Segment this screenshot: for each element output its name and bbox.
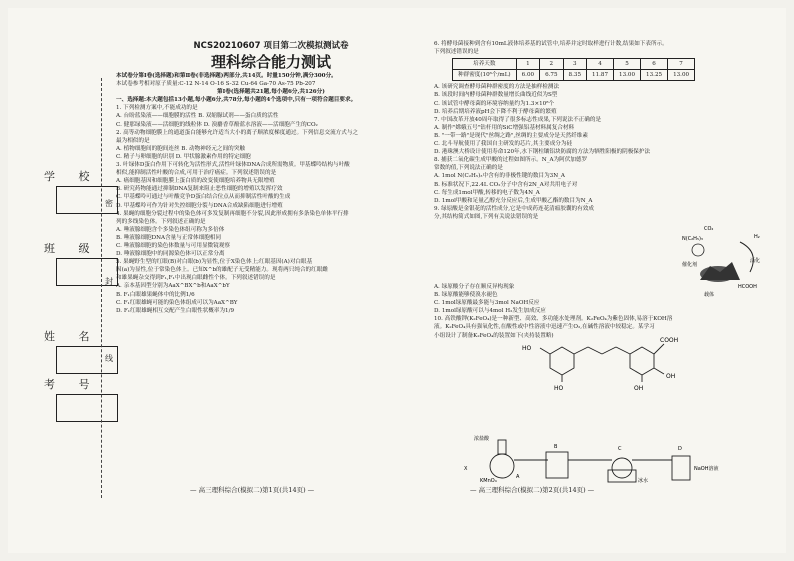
table-cell: 7	[668, 59, 695, 70]
text-line: C. F₁红眼雄蝇可能的染色体组成可以为AaX^BY	[116, 299, 238, 306]
seal-mark-feng: 封	[105, 277, 113, 286]
dropping-funnel	[498, 440, 506, 454]
text-line: 列的多线染色体。下列叙述正确的是	[116, 218, 206, 225]
text-line: 2. 高等动物细胞膜上的通道蛋白能够允许适当大小的离子顺浓度梯度通过。下列信息交流方式与之	[116, 129, 359, 136]
app-label: A	[516, 474, 520, 480]
table-row	[453, 70, 695, 81]
name-label: 姓 名	[44, 330, 100, 343]
text-line: B. 研究药物能通过抑制DNA复制来阻止恶性细胞的增殖以发挥疗效	[116, 186, 283, 193]
k2feo4-apparatus	[462, 430, 742, 484]
text-line: 1. 下列检测方案中,不能成功的是	[116, 105, 198, 112]
text-line: B. 唾液腺细胞DNA含量与正常体细胞相同	[116, 234, 221, 241]
table-cell: 13.00	[614, 70, 641, 81]
text-line: 相似,能抑制活性叶酸的合成,可用于治疗癌症。下列叙述错误的是	[116, 170, 277, 177]
text-line: 本试卷分第Ⅰ卷(选择题)和第Ⅱ卷(非选择题)两部分,共14页。时量150分钟,满分300分。	[116, 73, 337, 79]
text-line: A. 唾液腺细胞含个多染色体组可称为多倍体	[116, 226, 225, 233]
seal-line	[101, 78, 102, 498]
text-line: 5. 果蝇野生型的红眼(B)对白眼(b)为显性,位于X染色体上;红眼基因(A)对白眼基	[116, 259, 313, 266]
co2-capture-figure	[680, 222, 770, 300]
text-line: B. 标准状况下,22.4L CO₂分子中含有2N_A对共用电子对	[434, 181, 578, 188]
table-cell: 8.35	[563, 70, 586, 81]
fig-label: 载体	[704, 292, 715, 298]
flask-c	[612, 458, 632, 478]
fig-label: H₂	[754, 234, 760, 240]
table-cell: 1	[516, 59, 539, 70]
text-line: C. 健那绿染液——活细胞的线粒体 D. 溴麝香草酚蓝水溶液——活细胞产生的CO₂	[116, 121, 318, 128]
q6-stem	[434, 40, 770, 56]
exam-number-box[interactable]	[56, 394, 118, 422]
text-line: 和雄果蝇杂交得到F₁,F₁中出现白眼雌性个体。下列叙述错误的是	[116, 275, 276, 282]
struct-label: OH	[666, 373, 676, 380]
table-row-label: 种群密度(10⁶个/mL)	[453, 70, 517, 81]
text-line: D. 1mol甲酸和足量乙醇充分反应后,生成甲酸乙酯的数目为N_A	[434, 197, 593, 204]
page-1-footer: — 高三理科综合(模拟二)第1页(共14页) —	[190, 486, 315, 494]
text-line: A. 台盼蓝染液——细胞膜的活性 B. 双缩脲试剂——蛋白质的活性	[116, 113, 279, 120]
table-cell: 3	[563, 59, 586, 70]
text-line: D. F₁红眼雄蝇相互交配产生白眼性状概率为1/9	[116, 307, 235, 314]
ice-bath	[608, 470, 636, 482]
text-line: 最为相似的是	[116, 137, 150, 144]
app-label: B	[554, 444, 558, 450]
benzene-ring	[550, 347, 574, 375]
text-line: B. 该段时间内酵母菌种群数量增长曲线近似为S型	[434, 92, 558, 99]
table-cell: 6.75	[540, 70, 563, 81]
text-line: C. 北斗导航使用了我国自主研发的芯片,其主要成分为硅	[434, 141, 573, 148]
struct-label: HO	[554, 385, 564, 392]
table-row	[453, 59, 695, 70]
chlorogenic-acid-structure	[510, 332, 710, 394]
app-label: D	[678, 446, 682, 452]
fig-label: 催化剂	[682, 262, 698, 268]
binding-strip	[8, 8, 113, 553]
text-line: 下列叙述错误的是	[434, 49, 479, 56]
app-label: NaOH溶液	[694, 466, 719, 472]
text-line: D. 港珠澳大桥设计使用寿命120年,水下钢柱镶铝块防腐的方法为牺牲阳极的阴极保护法	[434, 149, 651, 156]
seal-mark-mi: 密	[105, 199, 113, 208]
flask-a	[490, 454, 514, 478]
molecule-ring	[692, 244, 704, 256]
page-2-footer: — 高三理科综合(模拟二)第2页(共14页) —	[470, 486, 595, 494]
exam-number-label: 考 号	[44, 378, 100, 391]
text-line: 7. 中国改革开放40周年取得了很多标志性成果,下列说法不正确的是	[434, 116, 602, 123]
text-line: A. 制作"嫦娥五号"钻杆用的SiC增强铝基材料属复合材料	[434, 124, 575, 131]
exam-title: 理科综合能力测试	[210, 53, 331, 71]
table-cell: 4	[587, 59, 614, 70]
text-line: A. 亲本基因型分别为AaX^BX^b和AaX^bY	[116, 283, 230, 290]
text-line: A. 癌细胞基因和细胞膜上蛋白质的改变使细胞培养物具无限增殖	[116, 178, 275, 185]
text-line: D. 唾液腺细胞中的同源染色体可以正常分离	[116, 251, 225, 258]
text-line: 8. 捕获二氧化碳生成甲酸的过程如图所示。N_A为阿伏加德罗	[434, 157, 588, 164]
table-cell: 13.25	[641, 70, 668, 81]
text-line: D. 培养后期培养液pH会下降不利于酵母菌的繁殖	[434, 108, 557, 115]
text-line: 分,其结构简式如图,下列有关说法错误的是	[434, 213, 539, 220]
app-label: C	[618, 446, 622, 452]
table-cell: 5	[614, 59, 641, 70]
school-label: 学 校	[44, 170, 100, 183]
text-line: 一、选择题:本大题包括13小题,每小题6分,共78分,每小题的4个选项中,只有一项符合题目要求。	[116, 97, 357, 104]
table-cell: 13.00	[668, 70, 695, 81]
fig-label: 活化	[750, 258, 761, 264]
table-row-label: 培养天数	[453, 59, 517, 70]
text-line: 因(a)为显性,位于常染色体上。已知X^b的雄配子无受精能力。现将两只纯合的红眼雌	[116, 267, 328, 274]
yeast-table	[452, 58, 695, 81]
struct-label: HO	[522, 345, 532, 352]
fig-label: CO₂	[704, 226, 714, 232]
text-line: C. 甲基蝶呤可通过与叶酸竞争D蛋白结合位点从而抑制活性叶酸的生成	[116, 194, 291, 201]
class-label: 班 级	[44, 242, 100, 255]
text-line: 9. 绿原酸是金银花的活性成分,它是中成药连花清瘟胶囊的有效成	[434, 205, 594, 212]
text-line: 第Ⅰ卷(选择题共21题,每小题6分,共126分)	[217, 89, 325, 96]
reaction-arrow	[740, 242, 753, 272]
text-line: C. 每生成1mol甲酸,转移的电子数为4N_A	[434, 189, 540, 196]
struct-label: OH	[634, 385, 644, 392]
text-line: C. 唾液腺细胞的染色体数量与可用显微镜观察	[116, 242, 230, 249]
text-line: C. 1mol绿原酸最多能与3mol NaOH反应	[434, 300, 540, 307]
bottle-b	[546, 452, 568, 478]
quinic-ring	[630, 347, 654, 375]
page-1-questions	[116, 72, 426, 315]
app-label: 冰水	[638, 478, 649, 484]
fig-label: N(C₂H₅)₃	[682, 236, 703, 242]
text-line: D. 1mol绿原酸可以与4mol H₂发生加成反应	[434, 308, 546, 315]
text-line: D. 甲基蝶呤可作为针对失控细胞分裂与DNA合成缺陷细胞进行增殖	[116, 202, 283, 209]
text-line: B. F₁白眼雄果蝇体中的比例1/6	[116, 291, 195, 298]
text-line: B. "一带一路"是现代"丝绸之路",丝绸的主要成分是天然纤维素	[434, 132, 588, 139]
text-line: C. 该试管中酵母菌的环境容纳量约为1.3×10⁸个	[434, 100, 555, 107]
fig-label: HCOOH	[738, 284, 757, 290]
text-line: A. 植物细胞间的胞间连丝 B. 动物神经元之间的突触	[116, 145, 245, 152]
struct-label: COOH	[660, 337, 679, 344]
app-label: 浓盐酸	[474, 436, 490, 442]
text-line: 小组设计了制备K₂FeO₄的装置如下(夹持装置略)	[434, 332, 554, 339]
table-cell: 11.87	[587, 70, 614, 81]
questions-7-9	[434, 83, 770, 221]
table-cell: 2	[540, 59, 563, 70]
text-line: A. 绿原酸分子存在顺反异构现象	[434, 283, 515, 290]
seal-mark-xian: 线	[105, 354, 113, 363]
text-line: 常数的值,下列说法正确的是	[434, 165, 503, 172]
text-line: 液。K₂FeO₄具有强氧化性,在酸性或中性溶液中迅速产生O₂,在碱性溶液中较稳定。某学习	[434, 324, 655, 331]
app-label: KMnO₄	[480, 478, 497, 484]
text-line: A. 该研究调查酵母菌种群密度的方法是抽样检测法	[434, 84, 560, 91]
beaker-d	[672, 456, 690, 480]
text-line: A. 1mol N(C₂H₅)₃中含有的非极性键的数目为3N_A	[434, 173, 565, 180]
text-line: 4. 果蝇的细胞分裂过程中的染色体可多发复制再细胞不分裂,因此形成拥有多条染色单体平行排	[116, 210, 349, 217]
text-line: C. 精子与卵细胞的识别 D. 甲状腺激素作用的特定细胞	[116, 153, 251, 160]
text-line: B. 绿原酸能够使溴水褪色	[434, 292, 498, 299]
page-1-column	[116, 40, 426, 315]
text-line: 6. 将酵母菌接种到含有10mL液体培养基的试管中,培养并定时取样进行计数,结果如下表所示。	[434, 41, 668, 47]
app-label: X	[464, 466, 468, 472]
text-line: 10. 高铁酸钾(K₂FeO₄)是一种新型、高效、多功能水处理剂。K₂FeO₄为紫色固体,易溶于KOH溶	[434, 316, 673, 323]
exam-header: NCS20210607 项目第二次模拟测试卷	[193, 41, 349, 51]
text-line: 3. 叶绿体D蛋白作用下可转化为活性形式,活性叶绿体DNA合成所需物质。甲基蝶呤结构与叶酸	[116, 162, 350, 169]
text-line: 本试卷参考相对原子质量:C-12 N-14 O-16 S-32 Cu-64 Ga-70 As-75 Pb-207	[116, 81, 316, 88]
table-cell: 6	[641, 59, 668, 70]
table-cell: 6.00	[516, 70, 539, 81]
